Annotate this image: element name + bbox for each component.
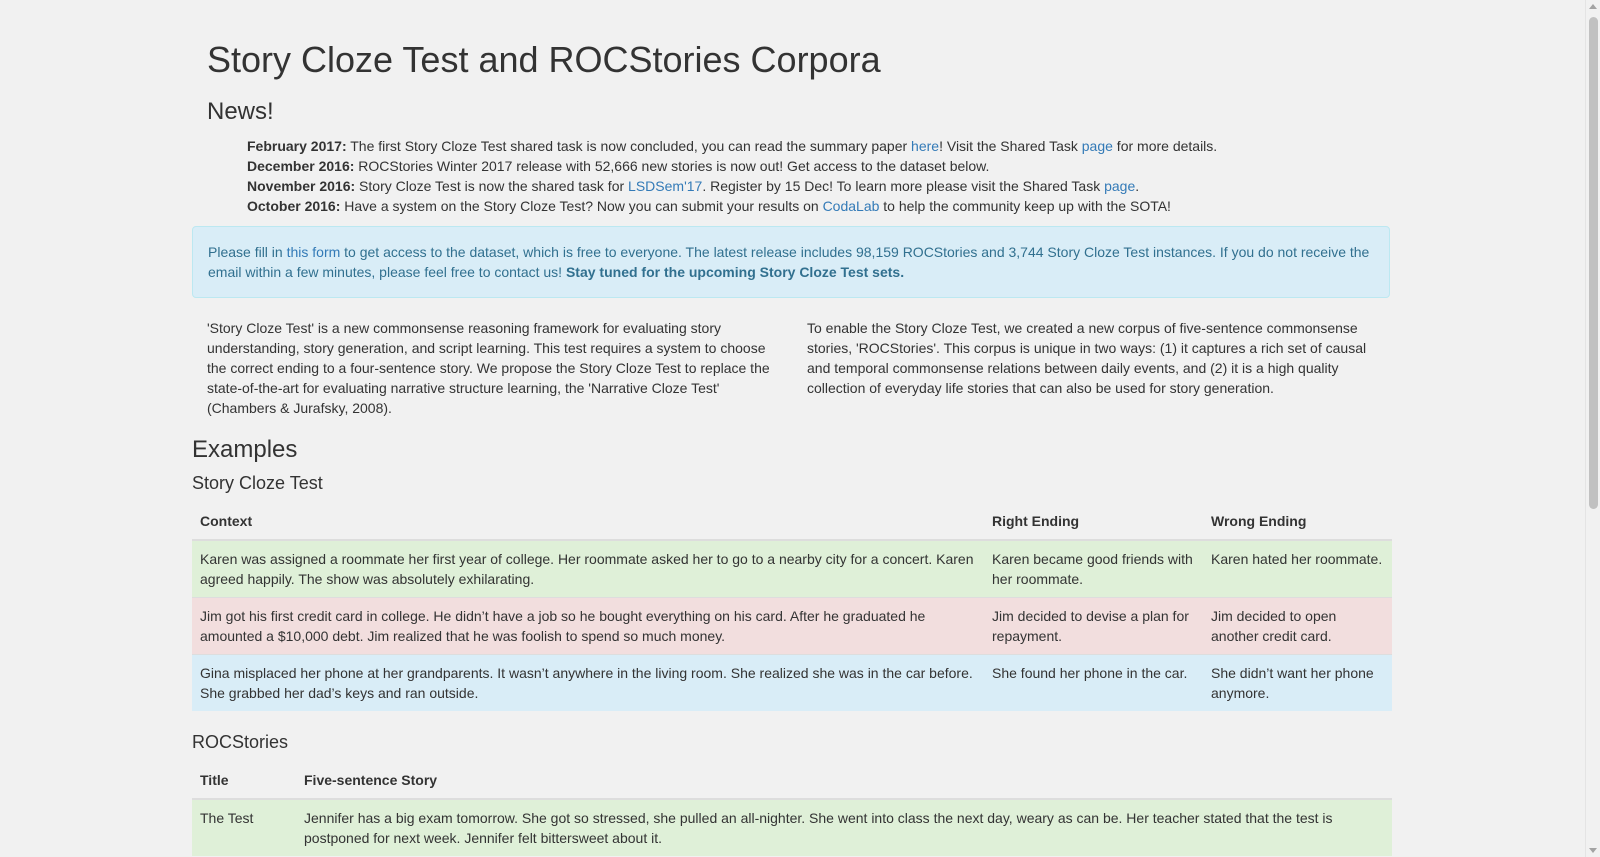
intro-left-column [207,318,777,418]
news-text: The first Story Cloze Test shared task is now concluded, you can read the summary paper [346,138,912,154]
news-item [247,196,1387,216]
lsdsem-link[interactable]: LSDSem'17 [628,178,703,194]
news-item [247,136,1387,156]
shared-task-page-link[interactable]: page [1081,138,1113,154]
news-text: ROCStories Winter 2017 release with 52,666 new stories is now out! Get access to the dataset below. [354,158,990,174]
table-header-row [192,502,1392,540]
story-cloze-heading: Story Cloze Test [192,473,323,493]
news-heading: News! [207,98,274,125]
scroll-down-arrow-icon[interactable] [1589,848,1597,853]
news-date: October 2016: [247,198,341,214]
alert-text-part: to get access to the dataset, which is free to everyone. The latest release includes 98,159 ROCStories and 3,744 Story Cloze Test instances. If you do not receive the email within a few minutes, please feel free to contact us! [208,244,1370,280]
story-cloze-description: 'Story Cloze Test' is a new commonsense reasoning framework for evaluating story understanding, story generation, and script learning. This test requires a system to choose the correct ending to a four-sentence story. We propose the Story Cloze Test to replace the state-of-the-art for evaluating narrative structure learning, the 'Narrative Cloze Test' (Chambers & Jurafsky, 2008). [207,320,770,416]
news-text: Story Cloze Test is now the shared task for [355,178,629,194]
column-header: Context [192,502,984,540]
table-row [192,655,1392,712]
intro-right-column [807,318,1377,398]
story-cloze-table [192,502,1392,711]
page-title: Story Cloze Test and ROCStories Corpora [207,39,881,80]
context-cell: Karen was assigned a roommate her first year of college. Her roommate asked her to go to a nearby city for a concert. Karen agreed happily. The show was absolutely exhilarating. [192,540,984,598]
right-ending-cell: Karen became good friends with her roommate. [984,540,1203,598]
alert-text-part: Please fill in [208,244,287,260]
news-text: for more details. [1112,138,1218,154]
column-header: Right Ending [984,502,1203,540]
context-cell: Jim got his first credit card in college. He didn’t have a job so he bought everything on his card. After he graduated he amounted a $10,000 debt. Jim realized that he was foolish to spend so much money. [192,598,984,655]
news-date: November 2016: [247,178,356,194]
dataset-access-alert [192,226,1390,298]
column-header: Wrong Ending [1203,502,1392,540]
table-header-row [192,761,1392,799]
news-text: . [1135,178,1140,194]
news-item [247,176,1387,196]
rocstories-description: To enable the Story Cloze Test, we created a new corpus of five-sentence commonsense stories, 'ROCStories'. This corpus is unique in two ways: (1) it captures a rich set of causal and temporal commonsense relations between daily events, and (2) it is a high quality collection of everyday life stories that can also be used for story generation. [807,320,1367,396]
wrong-ending-cell: Karen hated her roommate. [1203,540,1392,598]
alert-text [208,242,1374,282]
examples-heading: Examples [192,436,298,463]
codalab-link[interactable]: CodaLab [822,198,880,214]
news-text: to help the community keep up with the SOTA! [879,198,1171,214]
scrollbar-thumb[interactable] [1589,17,1598,509]
story-text-cell: Jennifer has a big exam tomorrow. She got so stressed, she pulled an all-nighter. She went into class the next day, weary as can be. Her teacher stated that the test is postponed for next week. Jennifer felt bittersweet about it. [296,799,1392,856]
column-header: Five-sentence Story [296,761,1392,799]
wrong-ending-cell: Jim decided to open another credit card. [1203,598,1392,655]
right-ending-cell: Jim decided to devise a plan for repayment. [984,598,1203,655]
context-cell: Gina misplaced her phone at her grandparents. It wasn’t anywhere in the living room. She realized she was in the car before. She grabbed her dad’s keys and ran outside. [192,655,984,712]
news-text: . Register by 15 Dec! To learn more please visit the Shared Task [702,178,1105,194]
access-form-link[interactable]: this form [286,244,341,260]
news-date: February 2017: [247,138,347,154]
table-row [192,540,1392,598]
right-ending-cell: She found her phone in the car. [984,655,1203,712]
vertical-scrollbar[interactable] [1585,0,1600,857]
scroll-up-arrow-icon[interactable] [1589,4,1597,9]
wrong-ending-cell: She didn’t want her phone anymore. [1203,655,1392,712]
news-text: ! Visit the Shared Task [939,138,1082,154]
table-row [192,799,1392,856]
shared-task-page-link[interactable]: page [1104,178,1136,194]
story-title-cell: The Test [192,799,296,856]
table-row [192,598,1392,655]
news-text: Have a system on the Story Cloze Test? Now you can submit your results on [340,198,823,214]
rocstories-heading: ROCStories [192,732,289,752]
news-item [247,156,1387,176]
column-header: Title [192,761,296,799]
news-list [247,136,1387,216]
news-date: December 2016: [247,158,355,174]
alert-bold-text: Stay tuned for the upcoming Story Cloze Test sets. [565,264,905,280]
rocstories-table [192,761,1392,856]
summary-paper-link[interactable]: here [911,138,940,154]
